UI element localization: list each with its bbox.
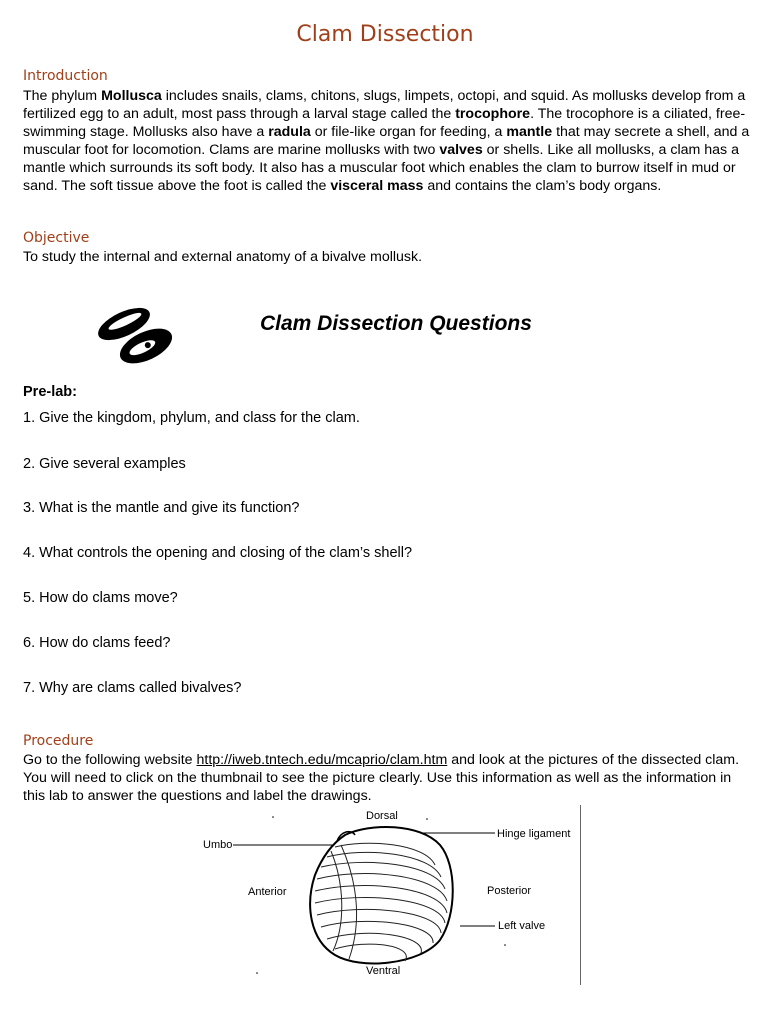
label-ventral: Ventral [366,965,401,977]
procedure-paragraph: Go to the following website http://iweb.tntech.edu/mcaprio/clam.htm and look at the pictures of the dissected clam. You will need to click on the thumbnail to see the picture clearly. Use this information as well as the information in this lab to answer the questions and label the drawings. [23,752,740,804]
label-posterior: Posterior [487,885,532,897]
label-anterior: Anterior [248,886,287,898]
question-1: 1. Give the kingdom, phylum, and class for the clam. [23,410,360,426]
question-2: 2. Give several examples [23,456,186,472]
prelab-label: Pre-lab: [23,384,77,400]
question-5: 5. How do clams move? [23,590,178,606]
question-4: 4. What controls the opening and closing of the clam’s shell? [23,545,413,561]
introduction-paragraph: The phylum Mollusca includes snails, clams, chitons, slugs, limpets, octopi, and squid. As mollusks develop from a fertilized egg to an adult, most pass through a larval stage called the trocophore. The trocophore is a ciliated, free-swimming stage. Mollusks also have a radula or file-like organ for feeding, a mantle that may secrete a shell, and a muscular foot for locomotion. Clams are marine mollusks with two valves or shells. Like all mollusks, a clam has a mantle which surrounds its soft body. It also has a muscular foot which enables the clam to burrow itself in mud or sand. The soft tissue above the foot is called the visceral mass and contains the clam’s body organs. [23,88,750,194]
clam-icon [94,302,178,366]
label-dorsal: Dorsal [366,810,398,822]
page-title: Clam Dissection [296,22,474,47]
question-6: 6. How do clams feed? [23,635,171,651]
label-left-valve: Left valve [498,920,546,932]
procedure-heading: Procedure [23,733,94,749]
question-3: 3. What is the mantle and give its function? [23,500,300,516]
question-7: 7. Why are clams called bivalves? [23,680,242,696]
website-link[interactable]: http://iweb.tntech.edu/mcaprio/clam.htm [196,752,448,768]
introduction-heading: Introduction [23,68,108,84]
questions-title: Clam Dissection Questions [260,312,532,335]
label-hinge-ligament: Hinge ligament [497,828,571,840]
label-umbo: Umbo [203,839,233,851]
objective-text: To study the internal and external anatomy of a bivalve mollusk. [23,249,423,265]
objective-heading: Objective [23,230,90,246]
